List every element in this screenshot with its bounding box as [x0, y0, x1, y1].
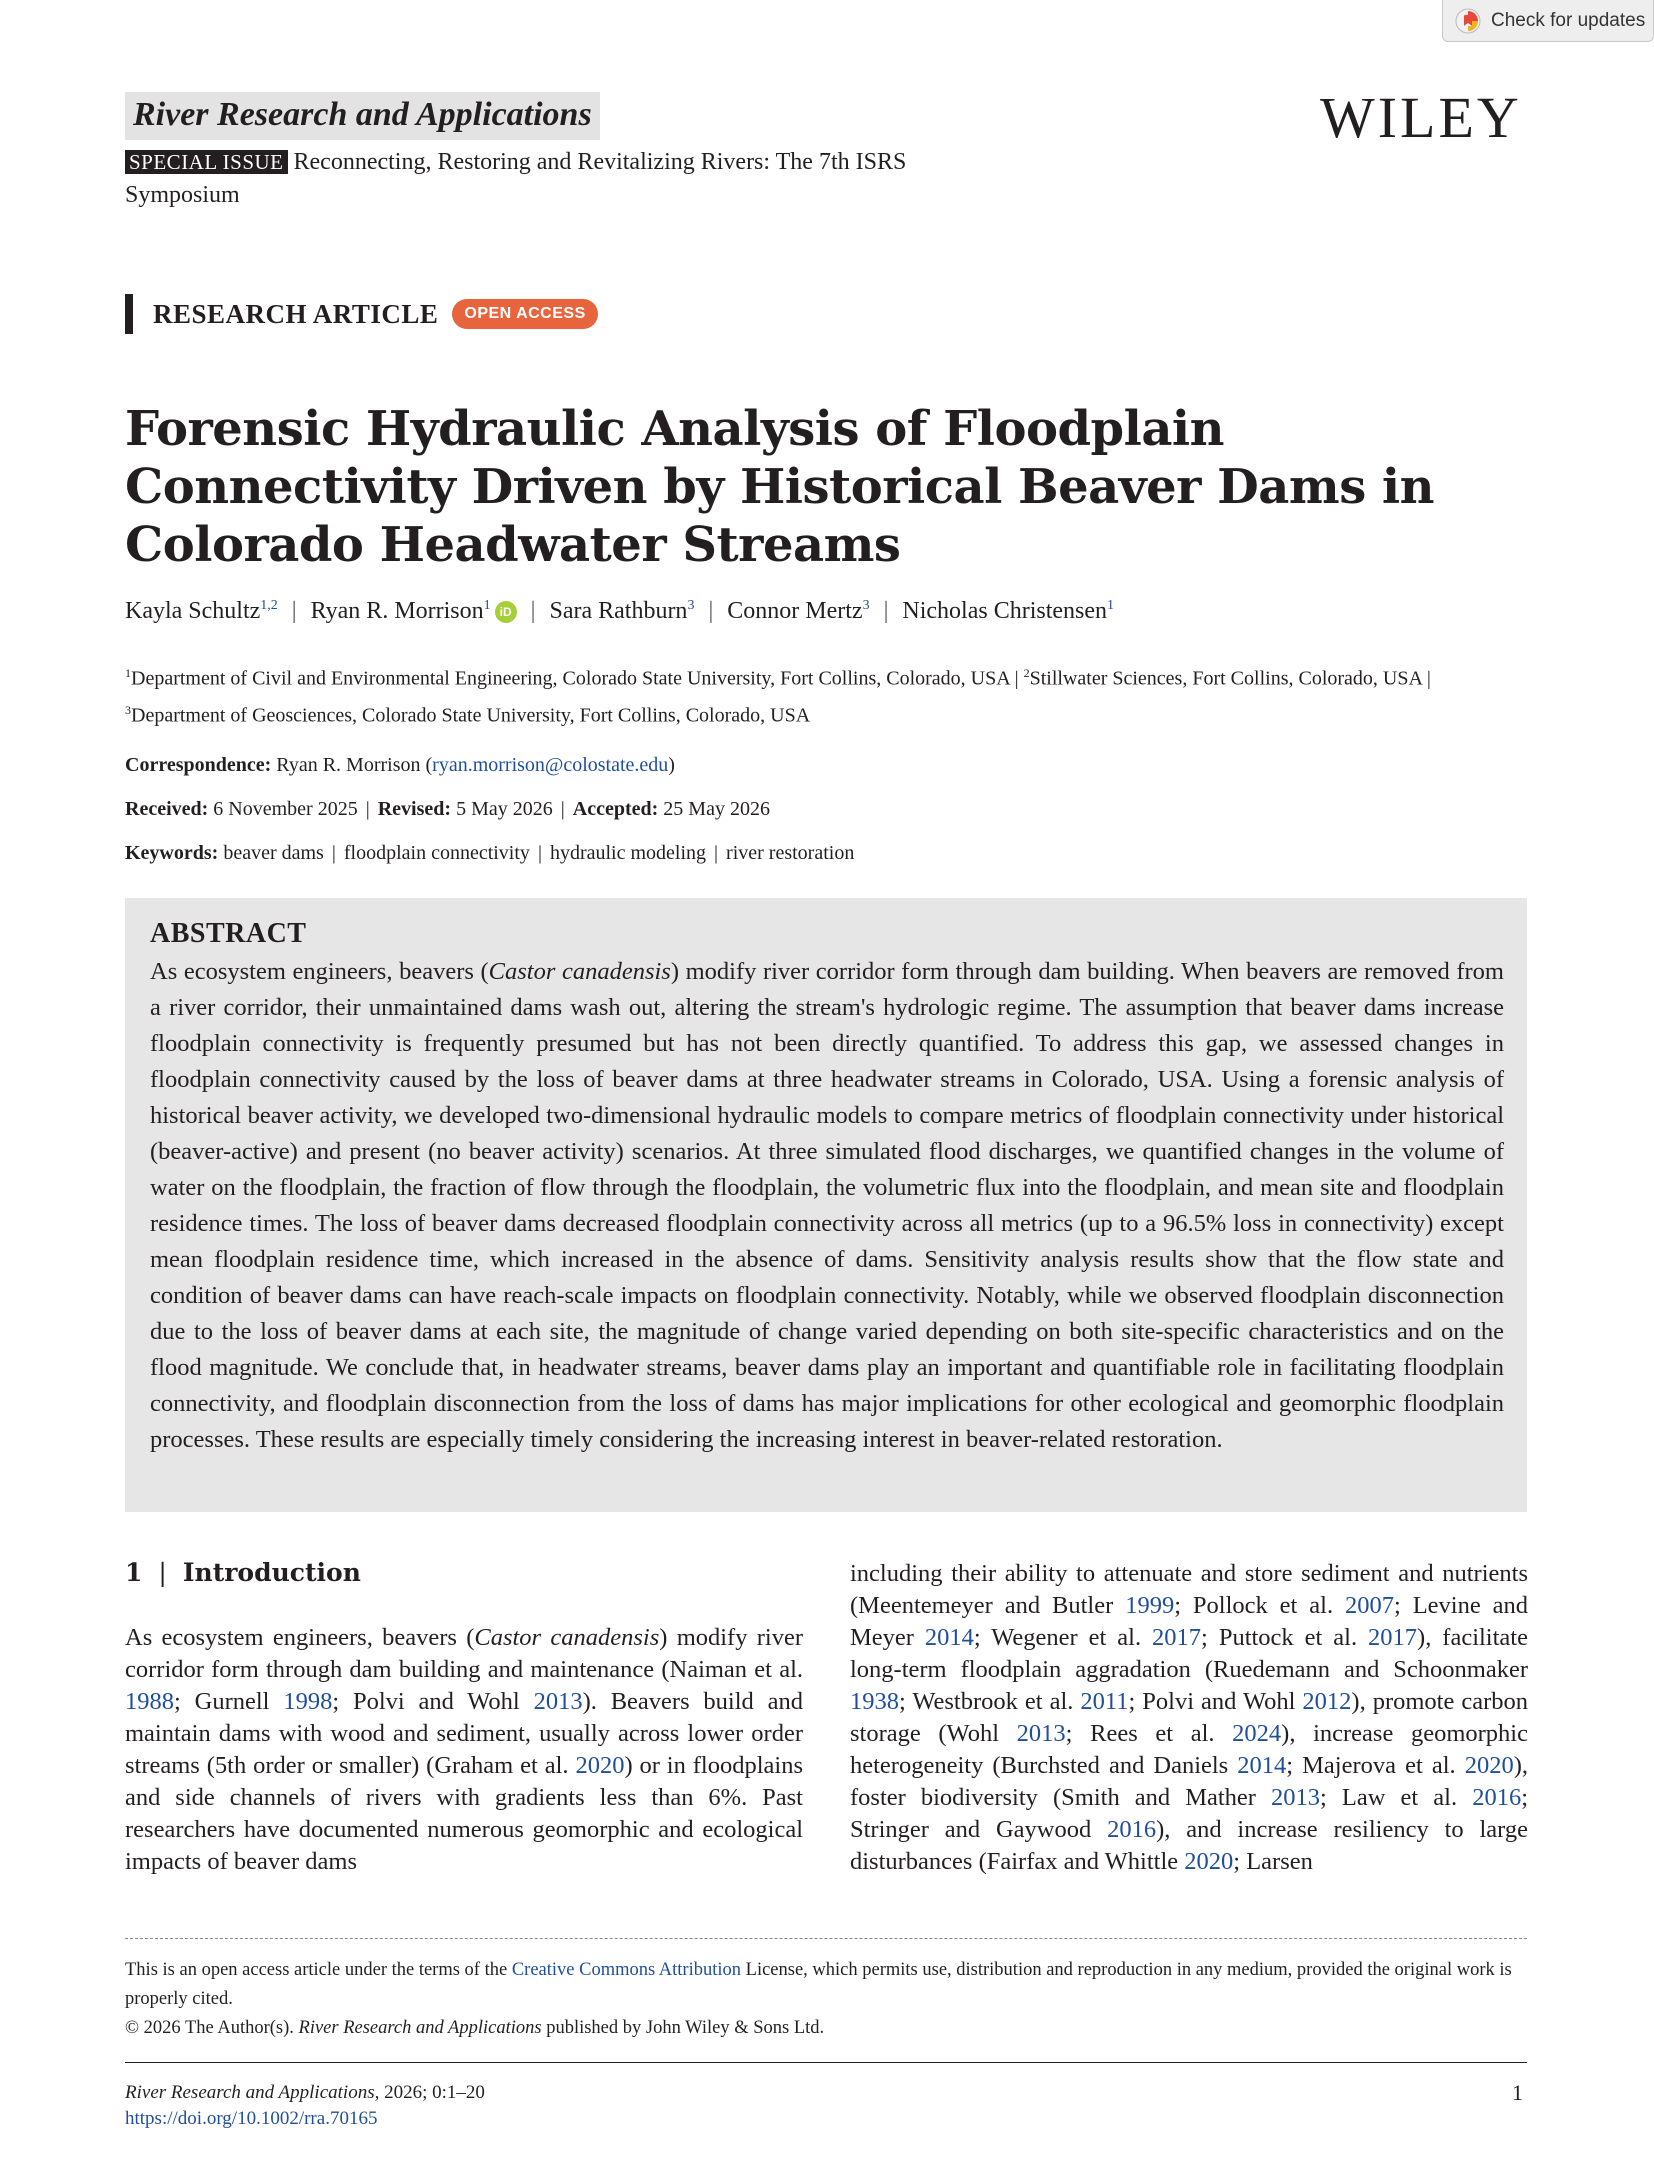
received-date: 6 November 2025: [213, 798, 358, 820]
correspondence-email-link[interactable]: ryan.morrison@colostate.edu: [432, 754, 669, 776]
keywords-label: Keywords:: [125, 842, 219, 864]
keywords: [125, 842, 854, 865]
copyright-text: © 2026 The Author(s).: [125, 2018, 299, 2038]
body-text: ) modify river corridor form through dam building and maintenance (Naiman et al.: [125, 1624, 803, 1683]
section-number: 1: [125, 1558, 143, 1587]
received-label: Received:: [125, 798, 209, 820]
body-text: ; Polvi and Wohl: [332, 1688, 534, 1715]
section-title: Introduction: [182, 1558, 361, 1587]
body-text: ), foster biodiversity (Smith and Mather: [850, 1752, 1528, 1811]
body-text: ), increase geomorphic heterogeneity (Burchsted and Daniels: [850, 1720, 1528, 1779]
body-text: ; Law et al.: [1320, 1784, 1473, 1811]
citation-link[interactable]: 2017: [1152, 1624, 1202, 1651]
citation-link[interactable]: 2013: [1016, 1720, 1066, 1747]
article-dates: [125, 798, 770, 821]
body-text: ), promote carbon storage (Wohl: [850, 1688, 1529, 1747]
footer-divider: [125, 1938, 1527, 1939]
article-title: Forensic Hydraulic Analysis of Floodplain Connectivity Driven by Historical Beaver Dams in Colorado Headwater Streams: [125, 401, 1435, 573]
citation-link[interactable]: 2016: [1472, 1784, 1522, 1811]
citation-link[interactable]: 2013: [1271, 1784, 1321, 1811]
body-text: ; Rees et al.: [1065, 1720, 1233, 1747]
publisher-logo[interactable]: WILEY: [1320, 85, 1522, 150]
citation-link[interactable]: 2024: [1232, 1720, 1282, 1747]
affiliation-separator: |: [1421, 667, 1431, 690]
citation-link[interactable]: 1938: [850, 1688, 899, 1715]
body-text: ; Wegener et al.: [973, 1624, 1153, 1651]
author-list: [125, 598, 1525, 625]
special-issue-tag: SPECIAL ISSUE: [125, 150, 288, 174]
doi-link[interactable]: https://doi.org/10.1002/rra.70165: [125, 2108, 378, 2129]
citation-link[interactable]: 2007: [1344, 1592, 1394, 1619]
author-name: Sara Rathburn: [549, 598, 688, 624]
abstract-text-part: ) modify river corridor form through dam building. When beavers are removed from a river corridor, their unmaintained dams wash out, altering the stream's hydrologic regime. The assumption that beaver dams increase floodplain connectivity is frequently presumed but has not been directly quantified. To address this gap, we assessed changes in floodplain connectivity caused by the loss of beaver dams at three headwater streams in Colorado, USA. Using a forensic analysis of historical beaver activity, we developed two-dimensional hydraulic models to compare metrics of floodplain connectivity under historical (beaver-active) and present (no beaver activity) scenarios. At three simulated flood discharges, we quantified changes in the volume of water on the floodplain, the fraction of flow through the floodplain, the volumetric flux into the floodplain, and mean site and floodplain residence times. The loss of beaver dams decreased floodplain connectivity across all metrics (up to a 96.5% loss in connectivity) except mean floodplain residence time, which increased in the absence of dams. Sensitivity analysis results show that the flow state and condition of beaver dams can have reach-scale impacts on floodplain connectivity. Notably, while we observed floodplain disconnection due to the loss of beaver dams at each site, the magnitude of change varied depending on both site-specific characteristics and on the flood magnitude. We conclude that, in headwater streams, beaver dams play an important and quantifiable role in facilitating floodplain connectivity, and floodplain disconnection from the loss of dams has major implications for other ecological and geomorphic floodplain processes. These results are especially timely considering the increasing interest in beaver-related restoration.: [150, 958, 1504, 1453]
author-name: Kayla Schultz: [125, 598, 261, 624]
citation-link[interactable]: 2020: [575, 1752, 625, 1779]
body-text: ; Polvi and Wohl: [1128, 1688, 1303, 1715]
abstract-text-part: As ecosystem engineers, beavers (: [150, 958, 489, 985]
body-text: ). Beavers build and maintain dams with wood and sediment, usually across lower order streams (5th order or smaller) (Graham et al.: [125, 1688, 803, 1779]
citation-link[interactable]: 2014: [1237, 1752, 1287, 1779]
license-notice: [125, 1956, 1527, 2014]
affiliation-separator: |: [1009, 667, 1024, 690]
keyword: beaver dams: [223, 842, 324, 864]
author-affiliation-ref: 1: [1107, 598, 1115, 613]
keyword-separator: |: [537, 842, 542, 864]
citation-link[interactable]: 1998: [283, 1688, 333, 1715]
journal-name[interactable]: River Research and Applications: [125, 92, 600, 140]
accepted-date: 25 May 2026: [663, 798, 770, 820]
body-text: As ecosystem engineers, beavers (: [125, 1624, 475, 1651]
affiliation-number: 1: [125, 666, 131, 680]
correspondence: Correspondence: Ryan R. Morrison (ryan.morrison@colostate.edu): [125, 754, 675, 776]
special-issue-title[interactable]: Reconnecting, Restoring and Revitalizing Rivers: The 7th ISRS Symposium: [125, 149, 907, 208]
citation-link[interactable]: 2012: [1302, 1688, 1352, 1715]
author-separator: |: [530, 598, 536, 624]
keyword: hydraulic modeling: [549, 842, 707, 864]
author-affiliation-ref: 3: [687, 598, 695, 613]
species-name: Castor canadensis: [488, 958, 671, 985]
license-link[interactable]: Creative Commons Attribution: [511, 1960, 742, 1980]
body-text: ; Larsen: [1233, 1848, 1313, 1875]
citation-link[interactable]: 2017: [1368, 1624, 1418, 1651]
correspondence-label: Correspondence:: [125, 754, 272, 776]
citation-footer: [125, 2080, 485, 2132]
affiliation: Department of Civil and Environmental Engineering, Colorado State University, Fort Collins, Colorado, USA: [131, 667, 1010, 690]
keyword-separator: |: [331, 842, 336, 864]
open-access-badge: OPEN ACCESS: [452, 299, 597, 329]
section-heading: [125, 1558, 361, 1587]
author-name: Ryan R. Morrison: [310, 598, 484, 624]
author-name: Nicholas Christensen: [902, 598, 1108, 624]
keyword: floodplain connectivity: [343, 842, 530, 864]
abstract-heading: ABSTRACT: [150, 918, 307, 949]
accepted-label: Accepted:: [572, 798, 659, 820]
article-type: [125, 294, 598, 334]
affiliation: Department of Geosciences, Colorado State University, Fort Collins, Colorado, USA: [131, 704, 811, 727]
date-separator: |: [365, 798, 370, 820]
author-separator: |: [291, 598, 297, 624]
body-text: ; Majerova et al.: [1286, 1752, 1465, 1779]
page-number: 1: [1512, 2080, 1523, 2105]
author[interactable]: [311, 598, 517, 624]
citation-link[interactable]: 1999: [1125, 1592, 1175, 1619]
abstract-text: [150, 954, 1504, 1458]
check-for-updates-icon: [1455, 8, 1481, 34]
body-text: ), facilitate long-term floodplain aggradation (Ruedemann and Schoonmaker: [850, 1624, 1528, 1683]
intro-paragraph-right: [850, 1558, 1528, 1878]
affiliations: [125, 658, 1515, 731]
author[interactable]: [125, 598, 278, 624]
body-text: ; Westbrook et al.: [899, 1688, 1081, 1715]
author[interactable]: [727, 598, 869, 624]
copyright: [125, 2018, 824, 2039]
body-text: ; Stringer and Gaywood: [850, 1784, 1528, 1843]
body-text: ; Gurnell: [174, 1688, 284, 1715]
keyword: river restoration: [726, 842, 855, 864]
revised-date: 5 May 2026: [456, 798, 553, 820]
author-separator: |: [708, 598, 714, 624]
author[interactable]: [902, 598, 1114, 624]
affiliation-number: 3: [125, 702, 131, 717]
correspondence-name: Ryan R. Morrison: [276, 754, 421, 776]
body-text: ; Pollock et al.: [1174, 1592, 1345, 1619]
body-text: ; Levine and Meyer: [850, 1592, 1529, 1651]
citation-link[interactable]: 2020: [1464, 1752, 1514, 1779]
citation-link[interactable]: 2011: [1080, 1688, 1129, 1715]
license-text: License, which permits use, distribution and reproduction in any medium, provided the original work is properly cited.: [125, 1960, 1512, 2009]
article-type-label: RESEARCH ARTICLE: [153, 298, 439, 329]
author-separator: |: [883, 598, 889, 624]
intro-paragraph-left: [125, 1622, 803, 1878]
citation-link[interactable]: 2020: [1184, 1848, 1234, 1875]
affiliation-number: 2: [1023, 666, 1030, 680]
author-name: Connor Mertz: [727, 598, 863, 624]
revised-label: Revised:: [377, 798, 452, 820]
copyright-text: published by John Wiley & Sons Ltd.: [541, 2018, 825, 2038]
species-name: Castor canadensis: [474, 1624, 660, 1651]
bottom-divider: [125, 2062, 1527, 2063]
special-issue-line: [125, 146, 1025, 212]
affiliation: Stillwater Sciences, Fort Collins, Colorado, USA: [1029, 667, 1422, 690]
citation-link[interactable]: 2016: [1107, 1816, 1157, 1843]
citation-link[interactable]: 1988: [125, 1688, 174, 1715]
citation-volume: 2026; 0:1–20: [379, 2082, 485, 2103]
keyword-separator: |: [714, 842, 719, 864]
check-for-updates-button[interactable]: [1442, 0, 1654, 42]
citation-journal: River Research and Applications,: [125, 2082, 380, 2103]
license-text: This is an open access article under the terms of the: [125, 1960, 512, 1980]
body-text: ; Puttock et al.: [1201, 1624, 1369, 1651]
author-affiliation-ref: 1: [483, 598, 491, 613]
orcid-icon[interactable]: iD: [495, 601, 517, 623]
author[interactable]: [549, 598, 694, 624]
author-affiliation-ref: 1,2: [260, 598, 278, 613]
body-text: including their ability to attenuate and store sediment and nutrients (Meentemeyer and Butler: [850, 1560, 1528, 1619]
author-affiliation-ref: 3: [862, 598, 870, 613]
copyright-journal: River Research and Applications: [298, 2018, 542, 2038]
section-separator: |: [158, 1558, 167, 1587]
body-text: ), and increase resiliency to large disturbances (Fairfax and Whittle: [850, 1816, 1528, 1875]
date-separator: |: [560, 798, 565, 820]
citation-link[interactable]: 2014: [924, 1624, 974, 1651]
check-for-updates-label: Check for updates: [1491, 9, 1646, 31]
citation-link[interactable]: 2013: [533, 1688, 583, 1715]
body-text: ) or in floodplains and side channels of rivers with gradients less than 6%. Past researchers have documented numerous geomorphic and ecological impacts of beaver dams: [125, 1752, 803, 1875]
